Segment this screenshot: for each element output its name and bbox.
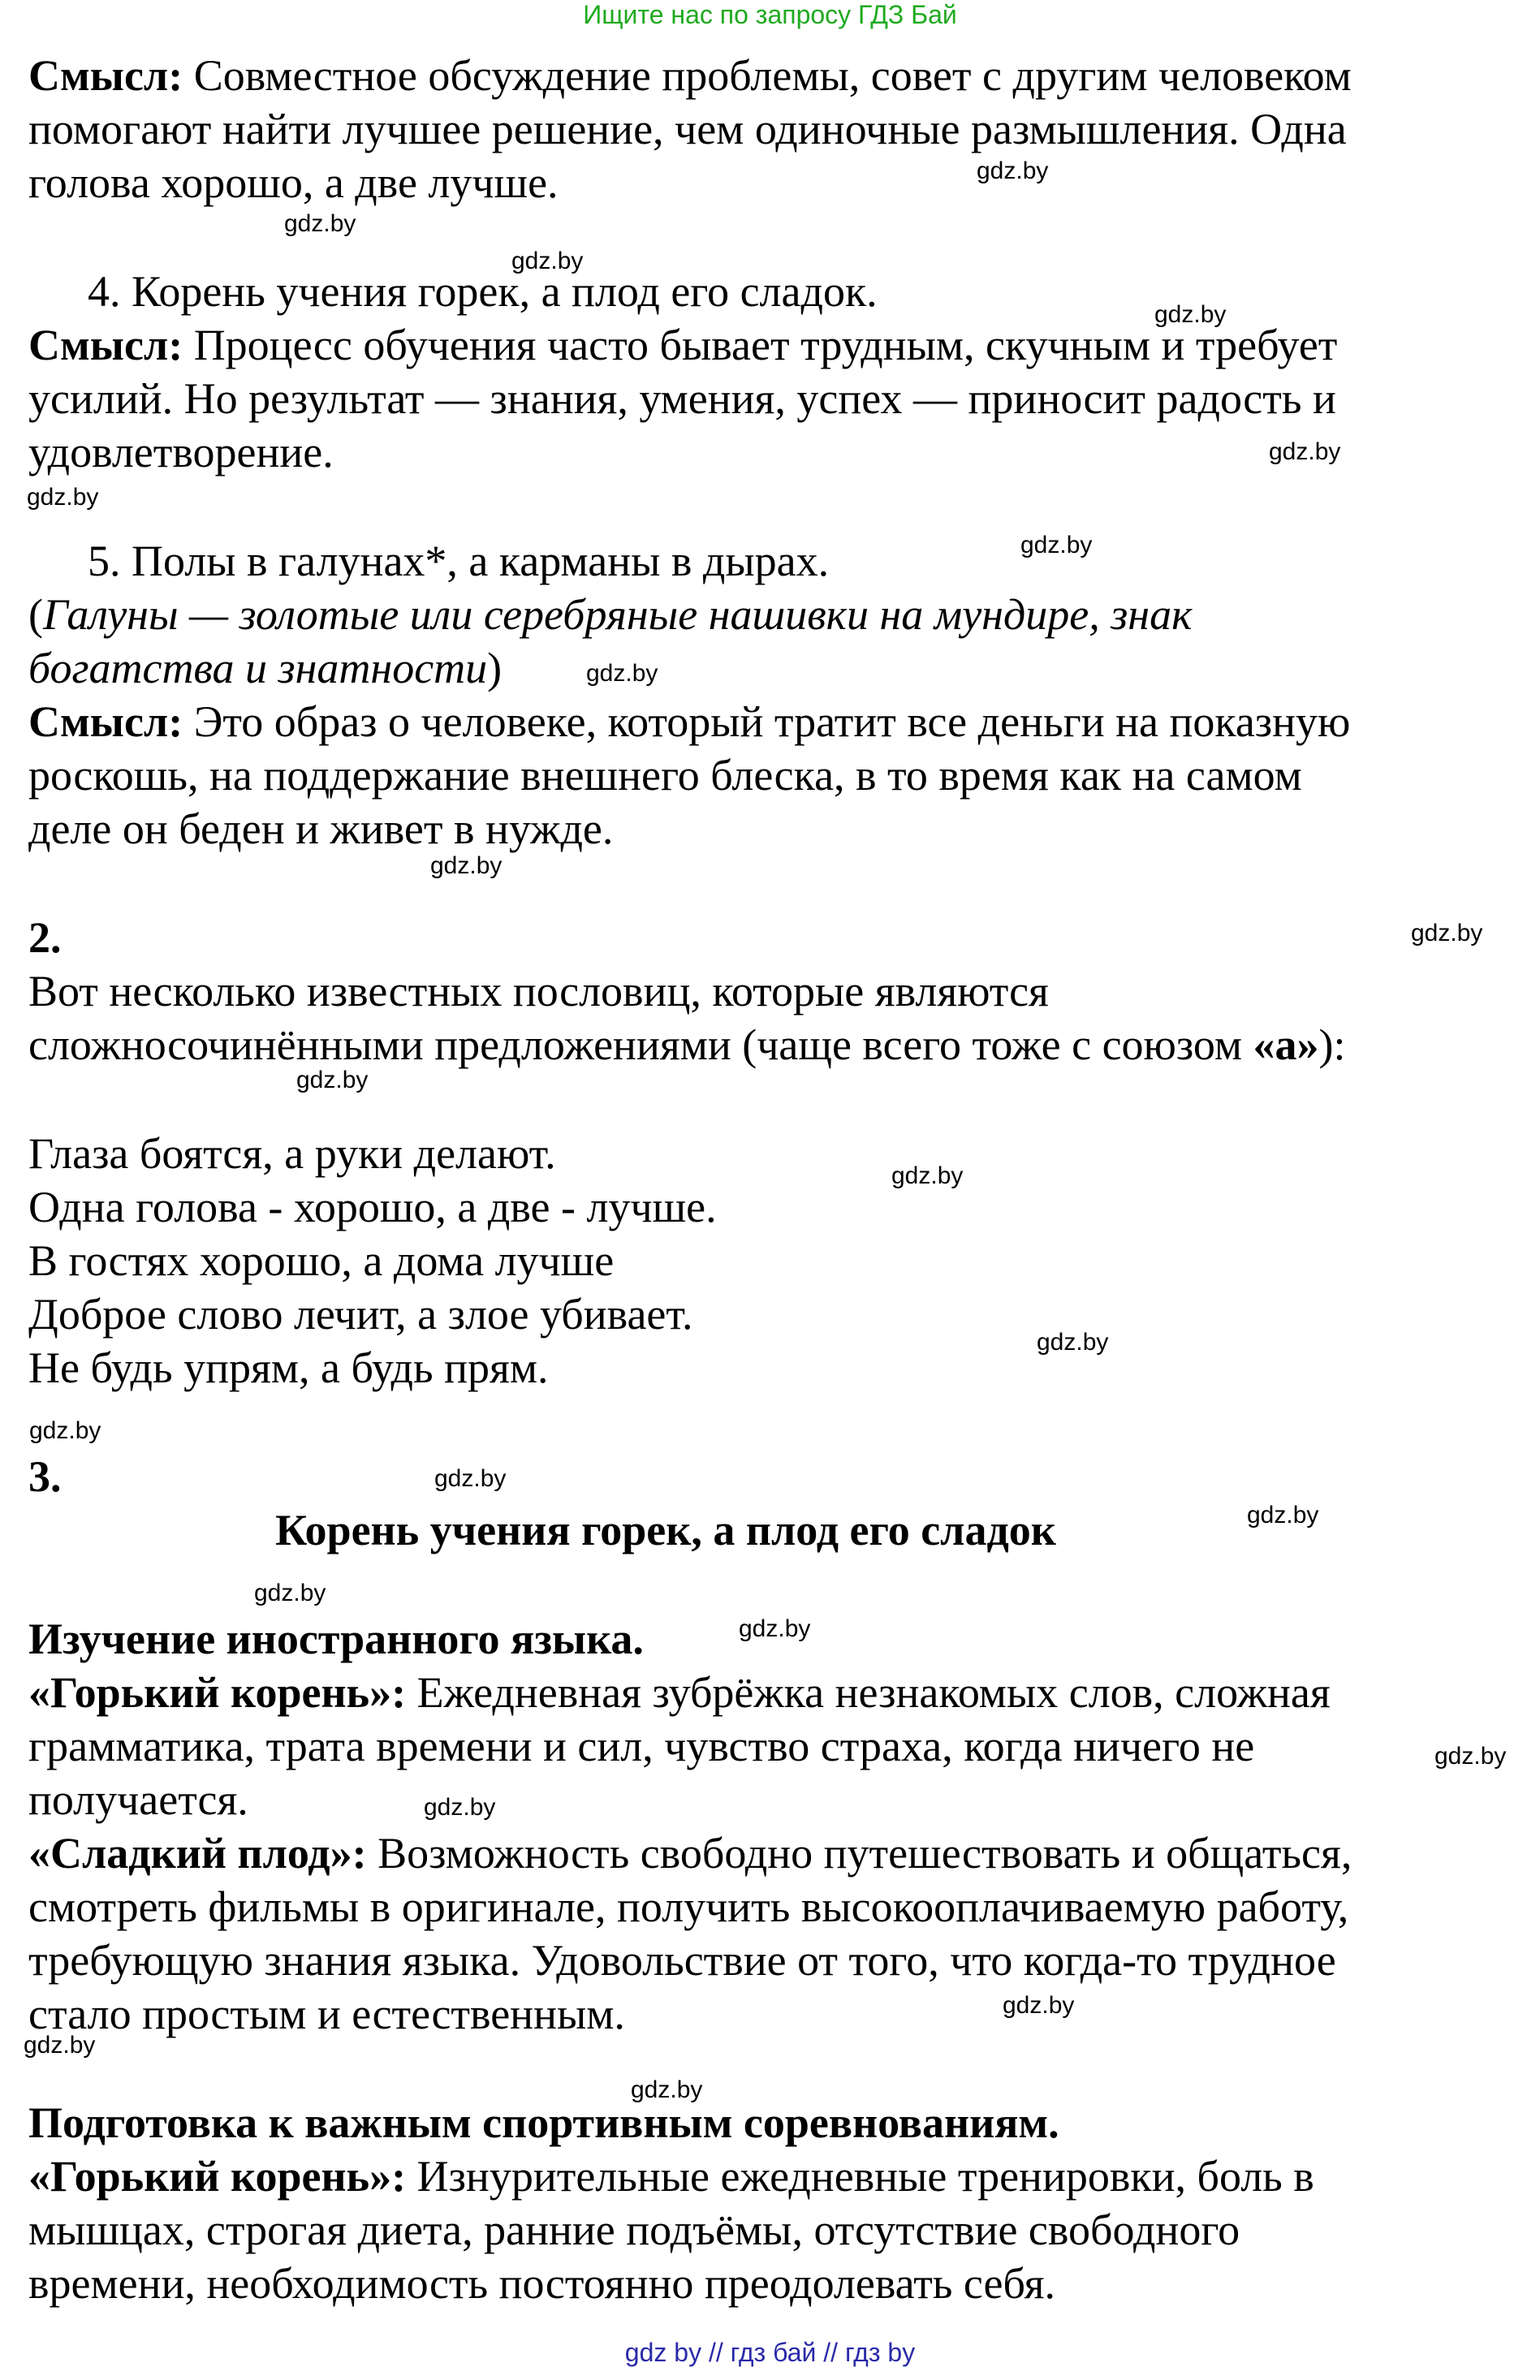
watermark: gdz.by [1434,1743,1507,1770]
paren: ( [28,590,43,639]
proverb-line: В гостях хорошо, а дома лучше [28,1236,615,1285]
footnote-text: богатства и знатности [28,644,488,692]
meaning-line [28,318,1337,372]
watermark: gdz.by [1247,1502,1319,1528]
section-number-3: 3. [28,1452,62,1501]
meaning-label: Смысл: [28,51,183,100]
footnote-line [28,641,502,695]
watermark: gdz.by [1003,1992,1075,2019]
bitter-root-line: мышцах, строгая диета, ранние подъёмы, отсутствие свободного [28,2205,1240,2254]
proverb-line: Не будь упрям, а будь прям. [28,1343,549,1392]
text: Ежедневная зубрёжка незнакомых слов, сложная [406,1668,1331,1717]
watermark: gdz.by [1020,532,1093,558]
watermark: gdz.by [27,484,99,511]
conjunction: «а» [1253,1020,1319,1069]
watermark: gdz.by [977,157,1049,184]
text: Процесс обучения часто бывает трудным, скучным и требует [183,321,1338,369]
watermark: gdz.by [430,852,503,879]
footnote-text: Галуны — золотые или серебряные нашивки на мундире, знак [42,590,1193,639]
meaning-line: голова хорошо, а две лучше. [28,158,559,207]
intro-line: Вот несколько известных пословиц, которые являются [28,967,1049,1015]
example-heading: Изучение иностранного языка. [28,1615,644,1663]
section-number-2: 2. [28,913,62,962]
meaning-line: помогают найти лучшее решение, чем одиночные размышления. Одна [28,105,1347,153]
meaning-line [28,695,1350,748]
watermark: gdz.by [284,210,356,237]
text: сложносочинёнными предложениями (чаще всего тоже с союзом [28,1020,1253,1069]
watermark: gdz.by [891,1162,964,1189]
proverb-line: Одна голова - хорошо, а две - лучше. [28,1183,717,1231]
intro-line [28,1018,1346,1071]
watermark: gdz.by [1037,1329,1109,1356]
meaning-line: усилий. Но результат — знания, умения, успех — приносит радость и [28,374,1336,423]
proverb-line: Доброе слово лечит, а злое убивает. [28,1290,693,1339]
meaning-line: удовлетворение. [28,428,334,476]
watermark: gdz.by [1269,438,1341,465]
bitter-root-label: «Горький корень»: [28,1668,407,1717]
sweet-fruit-line [28,1826,1352,1880]
bitter-root-line: грамматика, трата времени и сил, чувство страха, когда ничего не [28,1722,1255,1770]
example-heading: Подготовка к важным спортивным соревнованиям. [28,2098,1059,2147]
text: Изнурительные ежедневные тренировки, боль в [406,2152,1314,2201]
search-hint-banner: Ищите нас по запросу ГДЗ Бай [583,0,957,29]
meaning-line [28,49,1352,102]
sweet-fruit-label: «Сладкий плод»: [28,1829,367,1878]
footer-site-links: gdz by // гдз бай // гдз by [624,2338,916,2367]
bitter-root-line: получается. [28,1775,248,1824]
meaning-line: роскошь, на поддержание внешнего блеска, в то время как на самом [28,751,1302,800]
bitter-root-line [28,1666,1331,1719]
proverb-item-5: 5. Полы в галунах*, а карманы в дырах. [88,537,830,585]
meaning-label: Смысл: [28,321,183,369]
watermark: gdz.by [296,1067,369,1093]
watermark: gdz.by [424,1794,496,1821]
watermark: gdz.by [511,248,584,274]
sweet-fruit-line: требующую знания языка. Удовольствие от того, что когда-то трудное [28,1936,1336,1985]
footnote-line [28,588,1192,641]
watermark: gdz.by [739,1615,811,1642]
sweet-fruit-line: стало простым и естественным. [28,1990,625,2038]
meaning-label: Смысл: [28,697,183,746]
watermark: gdz.by [24,2032,96,2059]
meaning-line: деле он беден и живет в нужде. [28,804,614,853]
text: Это образ о человеке, который тратит все деньги на показную [183,697,1351,746]
proverb-item-4: 4. Корень учения горек, а плод его сладок. [88,267,878,316]
watermark: gdz.by [1154,301,1227,328]
bitter-root-line: времени, необходимость постоянно преодолевать себя. [28,2259,1055,2308]
watermark: gdz.by [254,1580,326,1606]
bitter-root-line [28,2149,1314,2203]
text: Возможность свободно путешествовать и общаться, [366,1829,1352,1878]
watermark: gdz.by [434,1465,507,1492]
bitter-root-label: «Горький корень»: [28,2152,407,2201]
watermark: gdz.by [586,660,658,687]
section-title: Корень учения горек, а плод его сладок [275,1506,1056,1554]
text: Совместное обсуждение проблемы, совет с другим человеком [183,51,1352,100]
text: ): [1318,1020,1346,1069]
watermark: gdz.by [29,1417,101,1444]
sweet-fruit-line: смотреть фильмы в оригинале, получить высокооплачиваемую работу, [28,1882,1349,1931]
proverb-line: Глаза боятся, а руки делают. [28,1129,556,1178]
paren: ) [487,644,503,692]
watermark: gdz.by [1411,920,1483,946]
watermark: gdz.by [631,2076,703,2103]
